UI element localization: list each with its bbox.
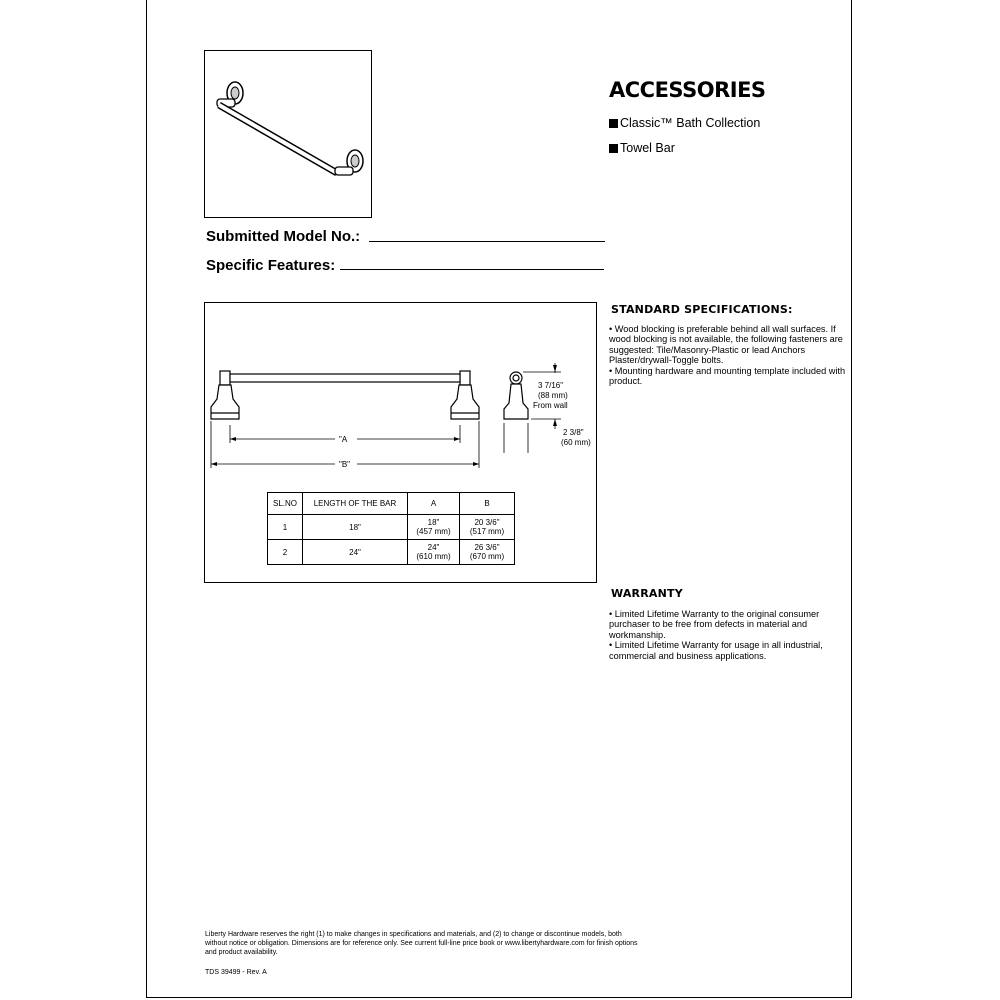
table-cell: 2 (268, 540, 303, 565)
square-bullet-icon (609, 119, 618, 128)
features-field[interactable] (340, 269, 604, 270)
standard-specs-body (609, 324, 849, 386)
warranty-item: • Limited Lifetime Warranty for usage in all industrial, commercial and business applications. (609, 640, 823, 661)
document-id: TDS 39499 - Rev. A (205, 969, 267, 976)
model-field[interactable] (369, 241, 605, 242)
features-label: Specific Features: (206, 257, 336, 274)
table-header-cell: SL.NO (268, 493, 303, 515)
dimension-a-label: "A (339, 435, 348, 444)
page-title: ACCESSORIES (609, 78, 766, 102)
product-image (204, 50, 372, 218)
dimension-b-label: "B" (339, 460, 351, 469)
standard-specs-title: STANDARD SPECIFICATIONS: (611, 303, 793, 316)
table-header-cell: LENGTH OF THE BAR (303, 493, 408, 515)
table-header-row (268, 493, 515, 515)
table-cell: 24" (610 mm) (408, 540, 460, 565)
warranty-title: WARRANTY (611, 587, 683, 600)
towel-bar-illustration (205, 51, 370, 216)
base-value: 2 3/8" (563, 428, 584, 437)
warranty-item: • Limited Lifetime Warranty to the original consumer purchaser to be free from defects in material and workmanship. (609, 609, 820, 640)
spec-item: • Wood blocking is preferable behind all wall surfaces. If wood blocking is not available, the following fasteners are suggested: Tile/Masonry-Plastic or lead Anchors Plaster/drywall-Toggle bolts. (609, 324, 843, 366)
projection-value: 3 7/16" (538, 381, 564, 390)
table-cell: 20 3/6" (517 mm) (460, 515, 515, 540)
warranty-body (609, 609, 849, 661)
table-cell: 18" (457 mm) (408, 515, 460, 540)
table-cell: 1 (268, 515, 303, 540)
table-header-cell: A (408, 493, 460, 515)
base-mm: (60 mm) (561, 438, 591, 447)
table-cell: 24" (303, 540, 408, 565)
table-row (268, 515, 515, 540)
footer-disclaimer: Liberty Hardware reserves the right (1) to make changes in specifications and materials, and (2) to change or discontinue models, both without notice or obligation. Dimensions are for reference only. See current full-line price book or www.libertyhardware.com for finish options and product availability. (205, 931, 638, 956)
table-header-cell: B (460, 493, 515, 515)
collection-line: Classic™ Bath Collection (609, 116, 760, 130)
product-line: Towel Bar (609, 141, 675, 155)
table-cell: 26 3/6" (670 mm) (460, 540, 515, 565)
model-label: Submitted Model No.: (206, 228, 361, 245)
dimension-table (267, 492, 515, 565)
table-row (268, 540, 515, 565)
projection-note: From wall (533, 401, 568, 410)
spec-item: • Mounting hardware and mounting template included with product. (609, 365, 846, 387)
square-bullet-icon (609, 144, 618, 153)
projection-mm: (88 mm) (538, 391, 568, 400)
table-cell: 18" (303, 515, 408, 540)
